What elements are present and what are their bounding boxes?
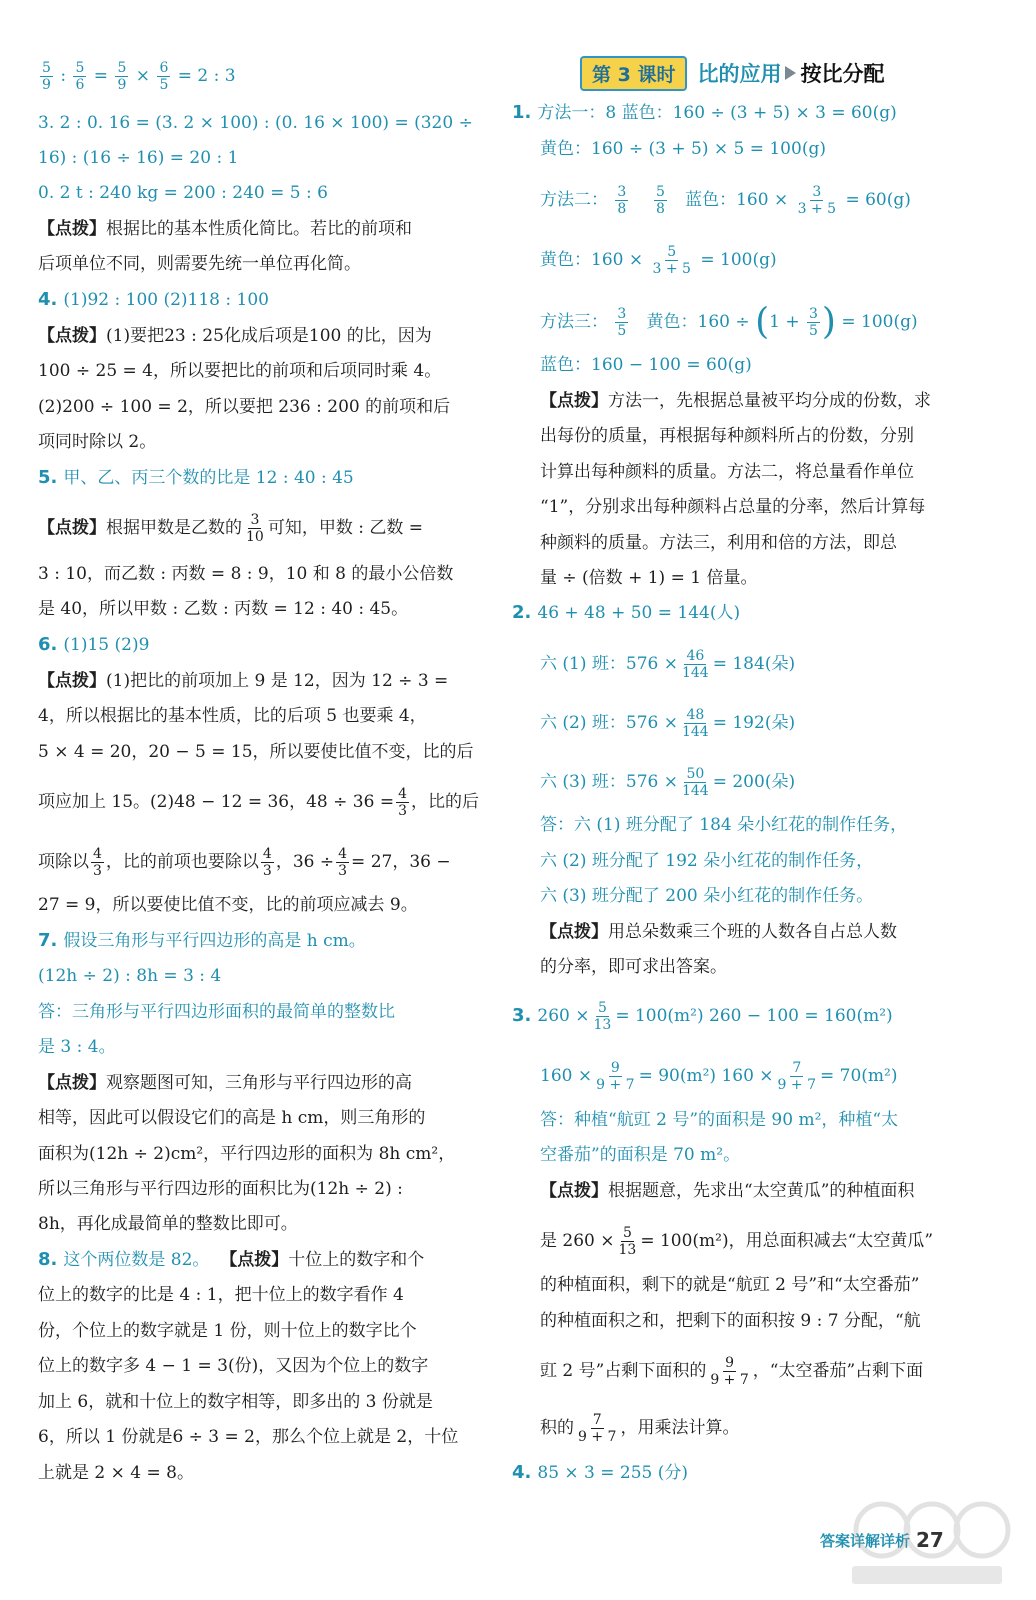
tip-paragraph: 相等，因此可以假设它们的高是 h cm，则三角形的 [38,1108,426,1128]
tip-paragraph: 位上的数字的比是 4 : 1，把十位上的数字看作 4 [38,1285,404,1305]
subtopic-title: 按比分配 [800,62,885,86]
fraction: $\frac{5}{3 + 5}$ [652,244,691,277]
tip-paragraph: 份，个位上的数字就是 1 份，则十位上的数字比个 [38,1321,417,1341]
tip-paragraph: (2)200 ÷ 100 = 2，所以要把 236 : 200 的前项和后 [38,397,451,417]
arrow-right-icon [785,66,796,80]
question-7: 7. 假设三角形与平行四边形的高是 h cm。 [38,930,366,951]
answer-line: 六 (2) 班分配了 192 朵小红花的制作任务， [540,851,874,871]
question-8: 8. 这个两位数是 82。 【点拨】十位上的数字和个 [38,1249,425,1270]
fraction: $\frac{7}{9 + 7}$ [777,1060,816,1093]
tip-paragraph: 量 ÷ (倍数 + 1) = 1 倍量。 [540,568,758,588]
fraction: $\frac{4}{3}$ [93,846,102,879]
tip-paragraph: 【点拨】根据题意，先求出“太空黄瓜”的种植面积 [540,1181,915,1201]
equation-line: 16) : (16 ÷ 16) = 20 : 1 [38,148,239,168]
tip-paragraph: 后项单位不同，则需要先统一单位再化简。 [38,254,361,274]
fraction: $\frac{3}{8}$ [617,184,627,217]
tip-paragraph: 5 × 4 = 20，20 − 5 = 15，所以要使比值不变，比的后 [38,742,474,762]
equation-line: 六 (3) 班：576 × $\frac{50}{144}$ = 200(朵) [540,766,796,799]
topic-title: 比的应用 [697,62,782,86]
fraction: $\frac{3}{3 + 5}$ [797,184,837,217]
fraction: $\frac{5}{6}$ [75,60,85,93]
tip-paragraph: “1”，分别求出每种颜料占总量的分率，然后计算每 [540,497,926,517]
equation-line: 0. 2 t : 240 kg = 200 : 240 = 5 : 6 [38,183,328,203]
fraction: $\frac{3}{10}$ [246,512,264,545]
equation-line: 六 (2) 班：576 × $\frac{48}{144}$ = 192(朵) [540,707,796,740]
fraction: $\frac{3}{5}$ [808,306,818,339]
tip-paragraph: 【点拨】方法一，先根据总量被平均分成的份数，求 [540,391,931,411]
answer-line: 空番茄”的面积是 70 m²。 [540,1145,741,1165]
equation-line: 3. 2 : 0. 16 = (3. 2 × 100) : (0. 16 × 100) = (320 ÷ [38,113,473,133]
question-5: 5. 甲、乙、丙三个数的比是 12 : 40 : 45 [38,467,354,488]
tip-paragraph: 面积为(12h ÷ 2)cm²，平行四边形的面积为 8h cm²， [38,1144,456,1164]
lesson-header [580,56,884,90]
tip-paragraph: 【点拨】根据比的基本性质化简比。若比的前项和 [38,219,412,239]
tip-paragraph: 项应加上 15。(2)48 − 12 = 36，48 ÷ 36 = $\frac{4}{3}$ ，比的后 [38,786,480,819]
answer-line: 答：三角形与平行四边形面积的最简单的整数比 [38,1002,395,1022]
tip-paragraph: 出每份的质量，再根据每种颜料所占的份数，分别 [540,426,914,446]
ratio-simplify-line: $\frac{5}{9}$ : $\frac{5}{6}$ = $\frac{5}{9}$ × $\frac{6}{5}$ = 2 : 3 [42,60,236,93]
fraction: $\frac{4}{3}$ [338,846,348,879]
tip-paragraph: 【点拨】(1)把比的前项加上 9 是 12，因为 12 ÷ 3 = [38,671,449,691]
fraction: $\frac{6}{5}$ [159,60,169,93]
fraction: $\frac{5}{13}$ [618,1225,637,1258]
tip-paragraph: 【点拨】用总朵数乘三个班的人数各自占总人数 [540,922,897,942]
tip-paragraph: 6，所以 1 份就是6 ÷ 3 = 2，那么个位上就是 2，十位 [38,1427,459,1447]
fraction: $\frac{7}{9 + 7}$ [578,1412,617,1445]
method-three-line: 方法三： $\frac{3}{5}$ 黄色：160 ÷ (1 + $\frac{3}{5}$ ) = 100(g) [540,301,918,343]
tip-paragraph: 4，所以根据比的基本性质，比的后项 5 也要乘 4， [38,706,427,726]
lesson-badge: 第 3 课时 [580,56,687,91]
tip-paragraph: 上就是 2 × 4 = 8。 [38,1463,194,1483]
question-4: 4. (1)92 : 100 (2)118 : 100 [38,289,269,310]
question-2: 2. 46 + 48 + 50 = 144(人) [512,602,741,623]
answer-line: 答：六 (1) 班分配了 184 朵小红花的制作任务， [540,815,908,835]
tip-paragraph: 积的 $\frac{7}{9 + 7}$ ，用乘法计算。 [540,1412,740,1445]
tip-paragraph: 位上的数字多 4 − 1 = 3(份)，又因为个位上的数字 [38,1356,429,1376]
question-3: 3. 260 × $\frac{5}{13}$ = 100(m²) 260 − 100 = 160(m²) [512,1000,893,1033]
fraction: $\frac{5}{9}$ [117,60,127,93]
equation-line: 蓝色：160 − 100 = 60(g) [540,355,752,375]
fraction: $\frac{9}{9 + 7}$ [596,1060,635,1093]
equation-line: 160 × $\frac{9}{9 + 7}$ = 90(m²) 160 × $\frac{7}{9 + 7}$ = 70(m²) [540,1060,898,1093]
fraction: $\frac{4}{3}$ [398,786,408,819]
tip-paragraph: 【点拨】观察题图可知，三角形与平行四边形的高 [38,1073,412,1093]
fraction: $\frac{4}{3}$ [262,846,272,879]
tip-paragraph: 项除以 $\frac{4}{3}$ ，比的前项也要除以 $\frac{4}{3}$ ，36 ÷ $\frac{4}{3}$ = 27，36 − [38,846,451,879]
tip-paragraph: 计算出每种颜料的质量。方法二，将总量看作单位 [540,462,914,482]
page-number: 27 [916,1528,944,1552]
tip-paragraph: 是 260 × $\frac{5}{13}$ = 100(m²)，用总面积减去“太空黄瓜” [540,1225,934,1258]
fraction: $\frac{5}{13}$ [593,1000,612,1033]
equation-line: (12h ÷ 2) : 8h = 3 : 4 [38,966,222,986]
equation-line: 六 (1) 班：576 × $\frac{46}{144}$ = 184(朵) [540,648,796,681]
fraction: $\frac{48}{144}$ [681,707,709,740]
tip-paragraph: 的种植面积之和，把剩下的面积按 9 : 7 分配，“航 [540,1311,921,1331]
method-two-line: 方法二： $\frac{3}{8}$ $\frac{5}{8}$ 蓝色：160 × $\frac{3}{3 + 5}$ = 60(g) [540,184,911,217]
fraction: $\frac{46}{144}$ [681,648,709,681]
answer-line: 答：种植“航豇 2 号”的面积是 90 m²，种植“太 [540,1110,899,1130]
fraction: $\frac{5}{9}$ [42,60,51,93]
tip-paragraph: 的种植面积，剩下的就是“航豇 2 号”和“太空番茄” [540,1275,920,1295]
tip-paragraph: 3 : 10，而乙数 : 丙数 = 8 : 9，10 和 8 的最小公倍数 [38,564,454,584]
tip-paragraph: 所以三角形与平行四边形的面积比为(12h ÷ 2) : [38,1179,403,1199]
question-4: 4. 85 × 3 = 255 (分) [512,1462,689,1483]
equation-line: 黄色：160 × $\frac{5}{3 + 5}$ = 100(g) [540,244,777,277]
tip-paragraph: 100 ÷ 25 = 4，所以要把比的前项和后项同时乘 4。 [38,361,442,381]
watermark-logo-icon [842,1490,1012,1590]
tip-paragraph: 的分率，即可求出答案。 [540,957,727,977]
footer-label: 答案详解详析 [820,1531,911,1550]
answer-line: 六 (3) 班分配了 200 朵小红花的制作任务。 [540,886,874,906]
question-1: 1. 方法一：8 蓝色：160 ÷ (3 + 5) × 3 = 60(g) [512,102,897,123]
tip-paragraph: 8h，再化成最简单的整数比即可。 [38,1214,298,1234]
fraction: $\frac{3}{5}$ [617,306,627,339]
tip-paragraph: 种颜料的质量。方法三，利用和倍的方法，即总 [540,533,897,553]
tip-paragraph: 豇 2 号”占剩下面积的 $\frac{9}{9 + 7}$ ，“太空番茄”占剩下面 [540,1355,924,1388]
fraction: $\frac{5}{8}$ [655,184,665,217]
answer-line: 是 3 : 4。 [38,1037,116,1057]
tip-paragraph: 加上 6，就和十位上的数字相等，即多出的 3 份就是 [38,1392,433,1412]
tip-paragraph: 项同时除以 2。 [38,432,157,452]
fraction: $\frac{9}{9 + 7}$ [710,1355,749,1388]
question-6: 6. (1)15 (2)9 [38,634,150,655]
equation-text: = 2 : 3 [177,66,236,86]
fraction: $\frac{50}{144}$ [681,766,709,799]
tip-paragraph: 是 40，所以甲数 : 乙数 : 丙数 = 12 : 40 : 45。 [38,599,409,619]
tip-paragraph: 【点拨】根据甲数是乙数的 $\frac{3}{10}$ 可知，甲数 : 乙数 = [38,512,424,545]
tip-paragraph: 27 = 9，所以要使比值不变，比的前项应减去 9。 [38,895,418,915]
equation-line: 黄色：160 ÷ (3 + 5) × 5 = 100(g) [540,139,826,159]
tip-paragraph: 【点拨】(1)要把23 : 25化成后项是100 的比，因为 [38,326,432,346]
